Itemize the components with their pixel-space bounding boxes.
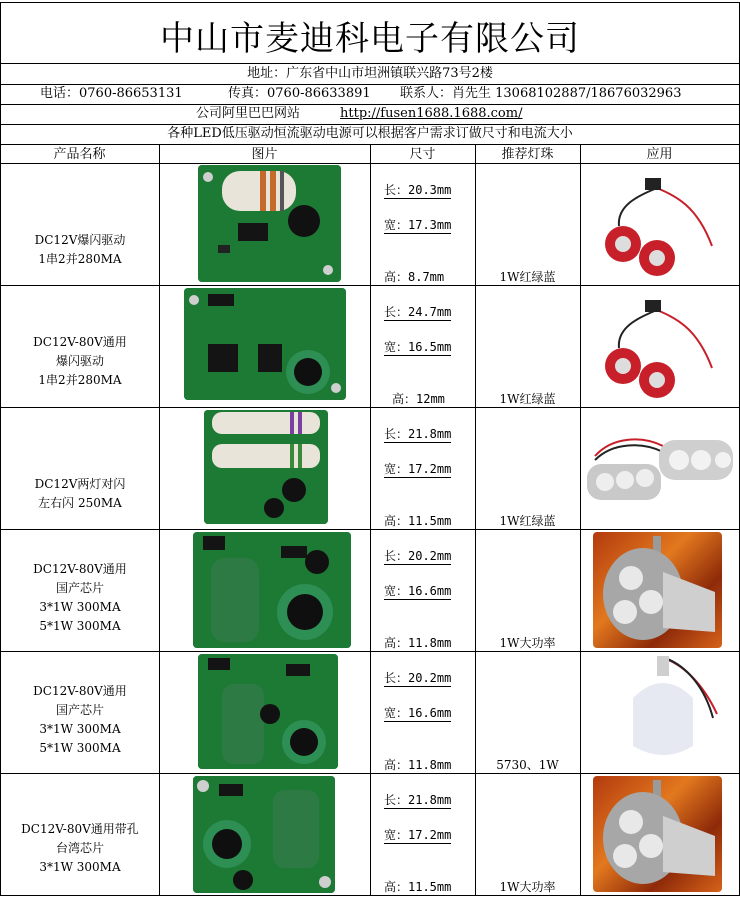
dimension-height: 高：11.8mm xyxy=(384,636,452,650)
header-size: 尺寸 xyxy=(409,147,436,162)
bulb-lamp-graphic xyxy=(613,654,723,769)
dimension-height: 高：11.8mm xyxy=(384,758,452,772)
product-name-line: 5*1W 300MA xyxy=(39,741,121,755)
product-photo xyxy=(198,165,341,282)
application-photo xyxy=(593,532,722,648)
dimension-width xyxy=(384,829,451,841)
application-photo xyxy=(597,166,724,282)
dimension-length xyxy=(384,184,451,196)
dimension-height: 高：11.5mm xyxy=(384,514,452,528)
company-contact: 联系人：肖先生 13068102887/18676032963 xyxy=(400,86,682,101)
product-name-line: 3*1W 300MA xyxy=(39,860,121,874)
pcb-photo-graphic xyxy=(204,410,328,524)
application-photo xyxy=(613,654,723,769)
dimension-length-value: 长：20.2mm xyxy=(384,549,452,563)
pcb-photo-graphic xyxy=(198,165,341,282)
product-name-line: 3*1W 300MA xyxy=(39,722,121,736)
product-name-line: 3*1W 300MA xyxy=(39,600,121,614)
dimension-width xyxy=(384,585,451,597)
recommended-led: 1W红绿蓝 xyxy=(499,514,556,528)
grid-line xyxy=(159,144,160,895)
silver-lamp-graphic xyxy=(583,416,736,508)
company-phone: 电话：0760-86653131 xyxy=(40,86,183,101)
product-name-line: DC12V-80V通用 xyxy=(33,684,127,698)
header-led: 推荐灯珠 xyxy=(501,147,554,162)
pcb-photo-graphic xyxy=(193,532,351,648)
pcb-photo-graphic xyxy=(193,776,335,893)
dimension-length-value: 长：20.3mm xyxy=(384,183,452,197)
dimension-length xyxy=(384,428,451,440)
company-fax: 传真：0760-86633891 xyxy=(228,86,371,101)
product-name xyxy=(2,820,158,877)
grid-line xyxy=(0,124,740,125)
dimension-length-value: 长：24.7mm xyxy=(384,305,452,319)
dimension-width-value: 宽：16.6mm xyxy=(384,584,452,598)
dimension-height: 高：8.7mm xyxy=(384,270,445,284)
header-picture: 图片 xyxy=(251,147,278,162)
dimension-length-value: 长：20.2mm xyxy=(384,671,452,685)
dimension-width xyxy=(384,219,451,231)
alibaba-label: 公司阿里巴巴网站 xyxy=(196,106,301,121)
dimension-length xyxy=(384,794,451,806)
spotlight-graphic xyxy=(593,532,722,648)
dimension-length xyxy=(384,550,451,562)
product-name-line: DC12V爆闪驱动 xyxy=(34,233,126,247)
company-name: 中山市麦迪科电子有限公司 xyxy=(160,19,580,59)
recommended-led: 1W红绿蓝 xyxy=(499,392,556,406)
grid-line xyxy=(0,84,740,85)
product-name xyxy=(2,333,158,390)
dimension-width xyxy=(384,341,451,353)
recommended-led: 5730、1W xyxy=(496,758,559,772)
product-name-line: DC12V两灯对闪 xyxy=(34,477,126,491)
recommended-led: 1W大功率 xyxy=(499,636,556,650)
application-photo xyxy=(593,776,722,892)
pcb-photo-graphic xyxy=(184,288,346,400)
product-photo xyxy=(204,410,328,524)
dimension-length-value: 长：21.8mm xyxy=(384,427,452,441)
product-photo xyxy=(198,654,338,769)
product-photo xyxy=(184,288,346,400)
product-name-line: 左右闪 250MA xyxy=(38,496,122,510)
product-name xyxy=(2,475,158,513)
dimension-width-value: 宽：17.2mm xyxy=(384,462,452,476)
spotlight-graphic xyxy=(593,776,722,892)
grid-line xyxy=(580,144,581,895)
grid-line xyxy=(0,104,740,105)
header-product-name: 产品名称 xyxy=(53,147,106,162)
dimension-length xyxy=(384,306,451,318)
product-name-line: 台湾芯片 xyxy=(55,841,104,855)
dimension-width-value: 宽：17.3mm xyxy=(384,218,452,232)
grid-line xyxy=(0,63,740,64)
dimension-height: 高：11.5mm xyxy=(384,880,452,894)
application-photo xyxy=(597,288,724,404)
product-name-line: DC12V-80V通用 xyxy=(33,335,127,349)
company-address: 地址：广东省中山市坦洲镇联兴路73号2楼 xyxy=(247,66,493,81)
dimension-width-value: 宽：16.5mm xyxy=(384,340,452,354)
header-application: 应用 xyxy=(646,147,673,162)
product-name xyxy=(2,231,158,269)
product-name-line: 1串2并280MA xyxy=(38,252,122,266)
product-name-line: DC12V-80V通用 xyxy=(33,562,127,576)
product-name-line: DC12V-80V通用带孔 xyxy=(21,822,139,836)
product-name-line: 爆闪驱动 xyxy=(55,354,104,368)
dimension-width xyxy=(384,707,451,719)
dimension-length-value: 长：21.8mm xyxy=(384,793,452,807)
product-name-line: 国产芯片 xyxy=(55,581,104,595)
recommended-led: 1W红绿蓝 xyxy=(499,270,556,284)
grid-line xyxy=(0,2,740,3)
slogan: 各种LED低压驱动恒流驱动电源可以根据客户需求订做尺寸和电流大小 xyxy=(167,126,573,141)
product-name-line: 1串2并280MA xyxy=(38,373,122,387)
dimension-height: 高：12mm xyxy=(392,392,445,406)
pcb-photo-graphic xyxy=(198,654,338,769)
product-photo xyxy=(193,776,335,893)
grid-line xyxy=(0,895,740,896)
product-name xyxy=(2,560,158,636)
alibaba-link[interactable]: http://fusen1688.1688.com/ xyxy=(340,106,523,121)
application-photo xyxy=(583,416,736,508)
dimension-width-value: 宽：16.6mm xyxy=(384,706,452,720)
product-name-line: 5*1W 300MA xyxy=(39,619,121,633)
dimension-width xyxy=(384,463,451,475)
dimension-length xyxy=(384,672,451,684)
product-name-line: 国产芯片 xyxy=(55,703,104,717)
red-lamp-graphic xyxy=(597,166,724,282)
product-name xyxy=(2,682,158,758)
recommended-led: 1W大功率 xyxy=(499,880,556,894)
red-lamp-graphic xyxy=(597,288,724,404)
product-photo xyxy=(193,532,351,648)
dimension-width-value: 宽：17.2mm xyxy=(384,828,452,842)
grid-line xyxy=(370,144,371,895)
